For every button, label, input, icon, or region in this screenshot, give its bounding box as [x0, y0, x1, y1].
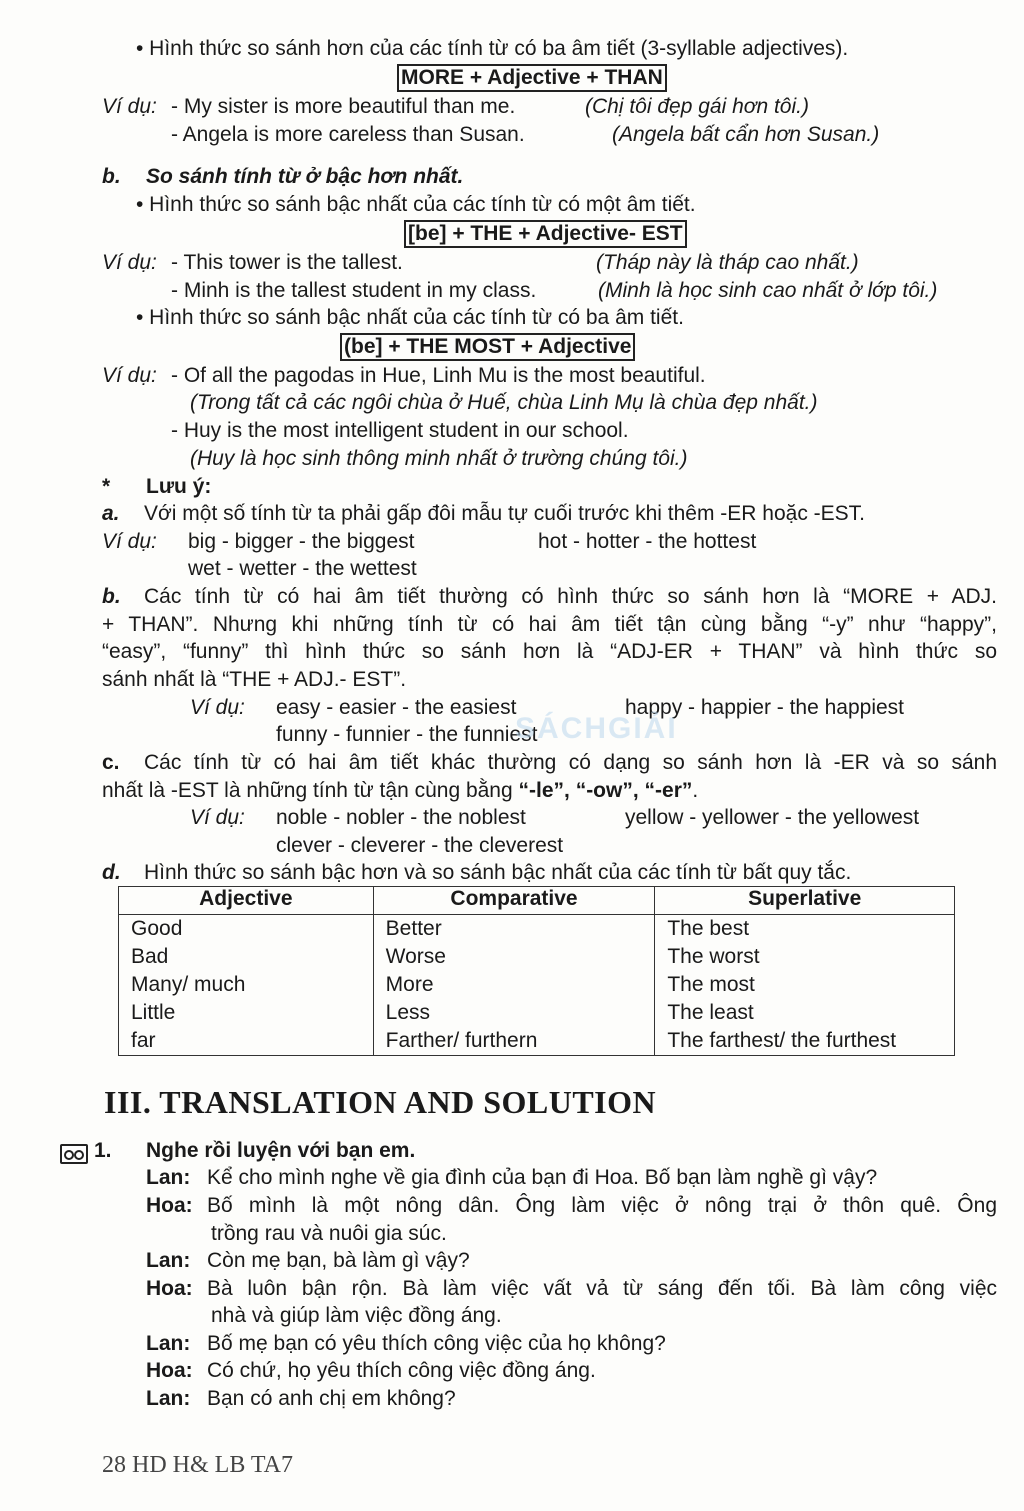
- table-cell-text: The most: [667, 973, 755, 996]
- section-heading: III. TRANSLATION AND SOLUTION: [104, 1084, 657, 1120]
- table-cell-text: Worse: [385, 945, 446, 968]
- note-text: Các tính từ có hai âm tiết thường có hình thức so sánh hơn là “MORE + ADJ.: [144, 585, 997, 608]
- formula-the-most: (be] + THE MOST + Adjective: [340, 333, 635, 361]
- table-cell-superlative: [655, 915, 955, 1056]
- formula-more-than: MORE + Adjective + THAN: [397, 64, 667, 92]
- table-cell-text: Better: [385, 917, 442, 940]
- exercise-number: 1.: [94, 1139, 112, 1162]
- dialogue-line: Còn mẹ bạn, bà làm gì vậy?: [207, 1249, 470, 1272]
- example-label: Ví dụ:: [102, 364, 157, 387]
- table-cell-text: Good: [131, 917, 183, 940]
- example-word-forms: easy - easier - the easiest: [276, 696, 517, 719]
- dialogue-line: Bạn có anh chị em không?: [207, 1387, 456, 1410]
- example-label: Ví dụ:: [102, 251, 157, 274]
- example-translation: (Huy là học sinh thông minh nhất ở trường chúng tôi.): [190, 447, 688, 470]
- example-sentence: - Huy is the most intelligent student in our school.: [171, 419, 629, 442]
- example-translation: (Trong tất cả các ngôi chùa ở Huế, chùa Linh Mụ là chùa đẹp nhất.): [190, 391, 818, 414]
- table-cell-text: Bad: [131, 945, 169, 968]
- dialogue-line: Bố mình là một nông dân. Ông làm việc ở nông trại ở thôn quê. Ông: [207, 1194, 997, 1217]
- example-label: Ví dụ:: [102, 530, 157, 553]
- note-text: Hình thức so sánh bậc hơn và so sánh bậc nhất của các tính từ bất quy tắc.: [144, 861, 852, 884]
- page-footer: 28 HD H& LB TA7: [102, 1452, 293, 1478]
- note-text: Các tính từ có hai âm tiết khác thường có dạng so sánh hơn là -ER và so sánh: [144, 751, 997, 774]
- bullet-3-syllable-superlative: • Hình thức so sánh bậc nhất của các tính từ có ba âm tiết.: [136, 306, 684, 329]
- table-cell-text: More: [385, 973, 434, 996]
- dialogue-speaker: Hoa:: [146, 1277, 193, 1300]
- note-text-part: .: [692, 779, 699, 802]
- table-cell-text: The farthest/ the furthest: [667, 1029, 897, 1052]
- dialogue-line: Bà luôn bận rộn. Bà làm việc vất vả từ sáng đến tối. Bà làm công việc: [207, 1277, 997, 1300]
- example-translation: (Tháp này là tháp cao nhất.): [596, 251, 859, 274]
- section-letter: b.: [102, 165, 121, 188]
- example-translation: (Minh là học sinh cao nhất ở lớp tôi.): [598, 279, 938, 302]
- example-sentence: - My sister is more beautiful than me.: [171, 95, 516, 118]
- example-label: Ví dụ:: [190, 806, 245, 829]
- dialogue-speaker: Hoa:: [146, 1359, 193, 1382]
- table-cell-text: far: [131, 1029, 156, 1052]
- table-cell-text: The least: [667, 1001, 754, 1024]
- note-letter: b.: [102, 585, 121, 608]
- example-word-forms: wet - wetter - the wettest: [188, 557, 417, 580]
- dialogue-speaker: Hoa:: [146, 1194, 193, 1217]
- table-cell-text: The worst: [667, 945, 760, 968]
- example-word-forms: funny - funnier - the funniest: [276, 723, 538, 746]
- note-letter: d.: [102, 861, 121, 884]
- example-sentence: - This tower is the tallest.: [171, 251, 403, 274]
- note-text: + THAN”. Nhưng khi những tính từ có hai âm tiết tận cùng bằng “-y” như “happy”,: [102, 613, 997, 636]
- example-label: Ví dụ:: [190, 696, 245, 719]
- table-header: Comparative: [373, 887, 655, 915]
- example-sentence: - Angela is more careless than Susan.: [171, 123, 525, 146]
- bullet-1-syllable-superlative: • Hình thức so sánh bậc nhất của các tính từ có một âm tiết.: [136, 193, 696, 216]
- example-translation: (Angela bất cẩn hơn Susan.): [612, 123, 880, 146]
- formula-the-est: [be] + THE + Adjective- EST: [404, 220, 687, 248]
- table-header-row: [119, 887, 955, 915]
- table-cell-text: Less: [385, 1001, 431, 1024]
- note-letter: a.: [102, 502, 120, 525]
- note-suffixes: “-le”, “-ow”, “-er”: [518, 779, 693, 802]
- note-text: [102, 778, 698, 804]
- table-row: [119, 915, 955, 1056]
- table-cell-text: Farther/ furthern: [385, 1029, 538, 1052]
- dialogue-speaker: Lan:: [146, 1387, 191, 1410]
- example-word-forms: big - bigger - the biggest: [188, 530, 415, 553]
- example-word-forms: noble - nobler - the noblest: [276, 806, 526, 829]
- note-letter: c.: [102, 751, 120, 774]
- table-cell-comparative: [373, 915, 655, 1056]
- section-title: So sánh tính từ ở bậc hơn nhất.: [146, 165, 464, 188]
- note-text: Với một số tính từ ta phải gấp đôi mẫu tự cuối trước khi thêm -ER hoặc -EST.: [144, 502, 866, 525]
- example-word-forms: hot - hotter - the hottest: [538, 530, 757, 553]
- dialogue-speaker: Lan:: [146, 1332, 191, 1355]
- dialogue-line: Bố mẹ bạn có yêu thích công việc của họ không?: [207, 1332, 666, 1355]
- table-header: Adjective: [119, 887, 374, 915]
- dialogue-speaker: Lan:: [146, 1166, 191, 1189]
- example-word-forms: clever - cleverer - the cleverest: [276, 834, 564, 857]
- note-title: Lưu ý:: [146, 475, 212, 498]
- irregular-adjectives-table: [118, 886, 955, 1056]
- cassette-icon: [60, 1144, 88, 1164]
- exercise-title: Nghe rồi luyện với bạn em.: [146, 1139, 416, 1162]
- table-header: Superlative: [655, 887, 955, 915]
- dialogue-line: trồng rau và nuôi gia súc.: [211, 1222, 447, 1245]
- table-cell-text: The best: [667, 917, 750, 940]
- note-text: “easy”, “funny” thì hình thức so sánh hơn là “ADJ-ER + THAN” và hình thức so: [102, 640, 997, 663]
- example-word-forms: happy - happier - the happiest: [625, 696, 905, 719]
- dialogue-line: nhà và giúp làm việc đồng áng.: [211, 1304, 502, 1327]
- table-cell-text: Many/ much: [131, 973, 246, 996]
- example-sentence: - Minh is the tallest student in my class.: [171, 279, 537, 302]
- dialogue-line: Có chứ, họ yêu thích công việc đồng áng.: [207, 1359, 596, 1382]
- example-translation: (Chị tôi đẹp gái hơn tôi.): [585, 95, 809, 118]
- watermark: SÁCHGIẢI: [515, 712, 678, 745]
- note-text-part: nhất là -EST là những tính từ tận cùng bằng: [102, 779, 519, 802]
- note-star: *: [102, 475, 111, 498]
- table-cell-text: Little: [131, 1001, 176, 1024]
- example-word-forms: yellow - yellower - the yellowest: [625, 806, 920, 829]
- example-label: Ví dụ:: [102, 95, 157, 118]
- bullet-3-syllable-comparative: • Hình thức so sánh hơn của các tính từ có ba âm tiết (3-syllable adjectives).: [136, 37, 849, 60]
- table-cell-adjective: [119, 915, 374, 1056]
- dialogue-line: Kể cho mình nghe về gia đình của bạn đi Hoa. Bố bạn làm nghề gì vậy?: [207, 1166, 878, 1189]
- dialogue-speaker: Lan:: [146, 1249, 191, 1272]
- example-sentence: - Of all the pagodas in Hue, Linh Mu is the most beautiful.: [171, 364, 706, 387]
- note-text: sánh nhất là “THE + ADJ.- EST”.: [102, 668, 407, 691]
